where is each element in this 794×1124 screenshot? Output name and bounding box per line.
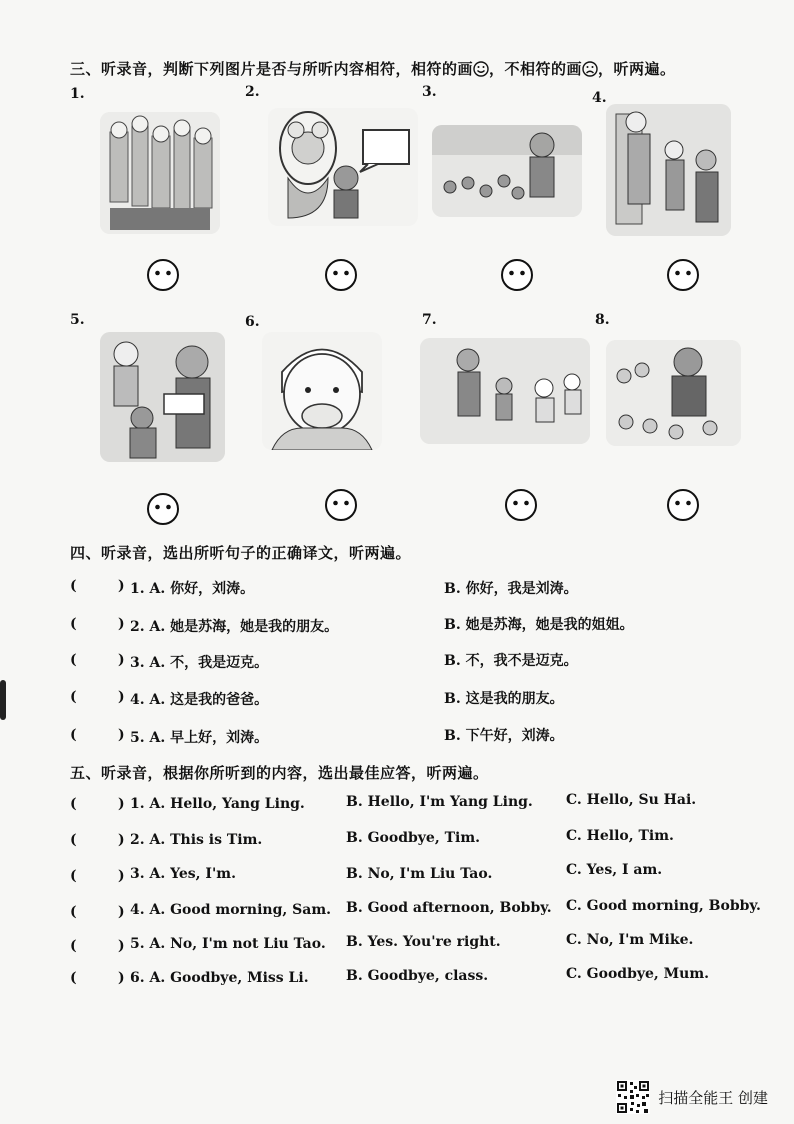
section-3-title-part1: 三、听录音，判断下列图片是否与所听内容相符，相符的画 bbox=[70, 60, 474, 78]
answer-blank-open[interactable]: ( bbox=[70, 689, 77, 705]
option-c: C. Good morning, Bobby. bbox=[566, 898, 761, 914]
answer-blank-open[interactable]: ( bbox=[70, 727, 77, 743]
cat-and-mice-talking-illustration bbox=[100, 332, 225, 462]
section-4-title: 四、听录音，选出所听句子的正确译文，听两遍。 bbox=[70, 544, 412, 562]
option-c: C. Hello, Su Hai. bbox=[566, 792, 697, 808]
answer-blank-close: ) bbox=[118, 938, 125, 954]
option-a: 2. A. 她是苏海，她是我的朋友。 bbox=[130, 619, 339, 635]
sad-face-icon bbox=[582, 61, 598, 77]
picture-3 bbox=[432, 125, 582, 217]
answer-blank-close: ) bbox=[118, 727, 125, 743]
option-c: C. Yes, I am. bbox=[566, 862, 663, 878]
answer-blank-open[interactable]: ( bbox=[70, 868, 77, 884]
option-b: B. 下午好，刘涛。 bbox=[444, 728, 564, 744]
answer-blank-close: ) bbox=[118, 652, 125, 668]
picture-5 bbox=[100, 332, 225, 462]
answer-blank-close: ) bbox=[118, 796, 125, 812]
scan-edge-mark bbox=[0, 680, 6, 720]
option-a: 5. A. 早上好，刘涛。 bbox=[130, 730, 269, 746]
picture-1 bbox=[100, 112, 220, 234]
picture-7 bbox=[420, 338, 590, 444]
option-a: 4. A. 这是我的爸爸。 bbox=[130, 692, 269, 708]
option-b: B. 她是苏海，她是我的姐姐。 bbox=[444, 617, 634, 633]
qr-code-icon bbox=[616, 1080, 650, 1114]
picture-8 bbox=[606, 340, 741, 446]
answer-face-icon-1[interactable] bbox=[146, 258, 180, 292]
picture-number-6: 6. bbox=[245, 314, 260, 330]
option-b: B. Hello, I'm Yang Ling. bbox=[346, 794, 533, 810]
answer-blank-close: ) bbox=[118, 868, 125, 884]
answer-blank-close: ) bbox=[118, 689, 125, 705]
section-3-title bbox=[70, 58, 676, 79]
picture-number-7: 7. bbox=[422, 312, 437, 328]
picture-6 bbox=[262, 332, 382, 450]
boy-covering-mouth-illustration bbox=[262, 332, 382, 450]
family-illustration bbox=[606, 104, 731, 236]
answer-blank-close: ) bbox=[118, 578, 125, 594]
answer-blank-open[interactable]: ( bbox=[70, 652, 77, 668]
answer-blank-close: ) bbox=[118, 970, 125, 986]
option-a: 3. A. Yes, I'm. bbox=[130, 866, 236, 882]
answer-blank-close: ) bbox=[118, 904, 125, 920]
option-b: B. 这是我的朋友。 bbox=[444, 691, 564, 707]
answer-blank-open[interactable]: ( bbox=[70, 832, 77, 848]
answer-blank-close: ) bbox=[118, 832, 125, 848]
answer-face-icon-4[interactable] bbox=[666, 258, 700, 292]
answer-face-icon-6[interactable] bbox=[324, 488, 358, 522]
option-b: B. Yes. You're right. bbox=[346, 934, 501, 950]
picture-number-3: 3. bbox=[422, 84, 437, 100]
answer-blank-close: ) bbox=[118, 616, 125, 632]
answer-face-icon-2[interactable] bbox=[324, 258, 358, 292]
picture-number-5: 5. bbox=[70, 312, 85, 328]
family-group-illustration bbox=[100, 112, 220, 234]
option-b: B. 你好，我是刘涛。 bbox=[444, 581, 578, 597]
answer-face-icon-5[interactable] bbox=[146, 492, 180, 526]
option-a: 4. A. Good morning, Sam. bbox=[130, 902, 332, 918]
picture-number-8: 8. bbox=[595, 312, 610, 328]
option-a: 3. A. 不，我是迈克。 bbox=[130, 655, 269, 671]
answer-blank-open[interactable]: ( bbox=[70, 616, 77, 632]
option-c: C. No, I'm Mike. bbox=[566, 932, 694, 948]
scanner-watermark-label: 扫描全能王 创建 bbox=[658, 1088, 768, 1107]
mouse-and-cat-illustration bbox=[268, 108, 418, 226]
option-b: B. 不，我不是迈克。 bbox=[444, 653, 578, 669]
answer-face-icon-3[interactable] bbox=[500, 258, 534, 292]
scanner-watermark bbox=[616, 1080, 768, 1114]
happy-face-icon bbox=[473, 61, 489, 77]
answer-blank-open[interactable]: ( bbox=[70, 970, 77, 986]
option-a: 5. A. No, I'm not Liu Tao. bbox=[130, 936, 326, 952]
answer-face-icon-7[interactable] bbox=[504, 488, 538, 522]
section-3-title-part3: ，听两遍。 bbox=[598, 60, 676, 78]
picture-2 bbox=[268, 108, 418, 226]
option-a: 6. A. Goodbye, Miss Li. bbox=[130, 970, 309, 986]
option-a: 1. A. 你好，刘涛。 bbox=[130, 581, 255, 597]
option-b: B. Good afternoon, Bobby. bbox=[346, 900, 552, 916]
option-c: C. Hello, Tim. bbox=[566, 828, 674, 844]
section-5-title: 五、听录音，根据你所听到的内容，选出最佳应答，听两遍。 bbox=[70, 764, 489, 782]
answer-face-icon-8[interactable] bbox=[666, 488, 700, 522]
section-3-title-part2: ，不相符的画 bbox=[489, 60, 583, 78]
option-a: 1. A. Hello, Yang Ling. bbox=[130, 796, 305, 812]
option-b: B. No, I'm Liu Tao. bbox=[346, 866, 493, 882]
picture-number-2: 2. bbox=[245, 84, 260, 100]
picture-number-1: 1. bbox=[70, 86, 85, 102]
option-a: 2. A. This is Tim. bbox=[130, 832, 263, 848]
cats-and-mice-greeting-illustration bbox=[420, 338, 590, 444]
picture-number-4: 4. bbox=[592, 90, 607, 106]
cat-and-mice-illustration bbox=[432, 125, 582, 217]
cat-and-many-mice-illustration bbox=[606, 340, 741, 446]
answer-blank-open[interactable]: ( bbox=[70, 578, 77, 594]
answer-blank-open[interactable]: ( bbox=[70, 938, 77, 954]
picture-4 bbox=[606, 104, 731, 236]
option-b: B. Goodbye, Tim. bbox=[346, 830, 481, 846]
option-b: B. Goodbye, class. bbox=[346, 968, 489, 984]
answer-blank-open[interactable]: ( bbox=[70, 796, 77, 812]
option-c: C. Goodbye, Mum. bbox=[566, 966, 710, 982]
answer-blank-open[interactable]: ( bbox=[70, 904, 77, 920]
